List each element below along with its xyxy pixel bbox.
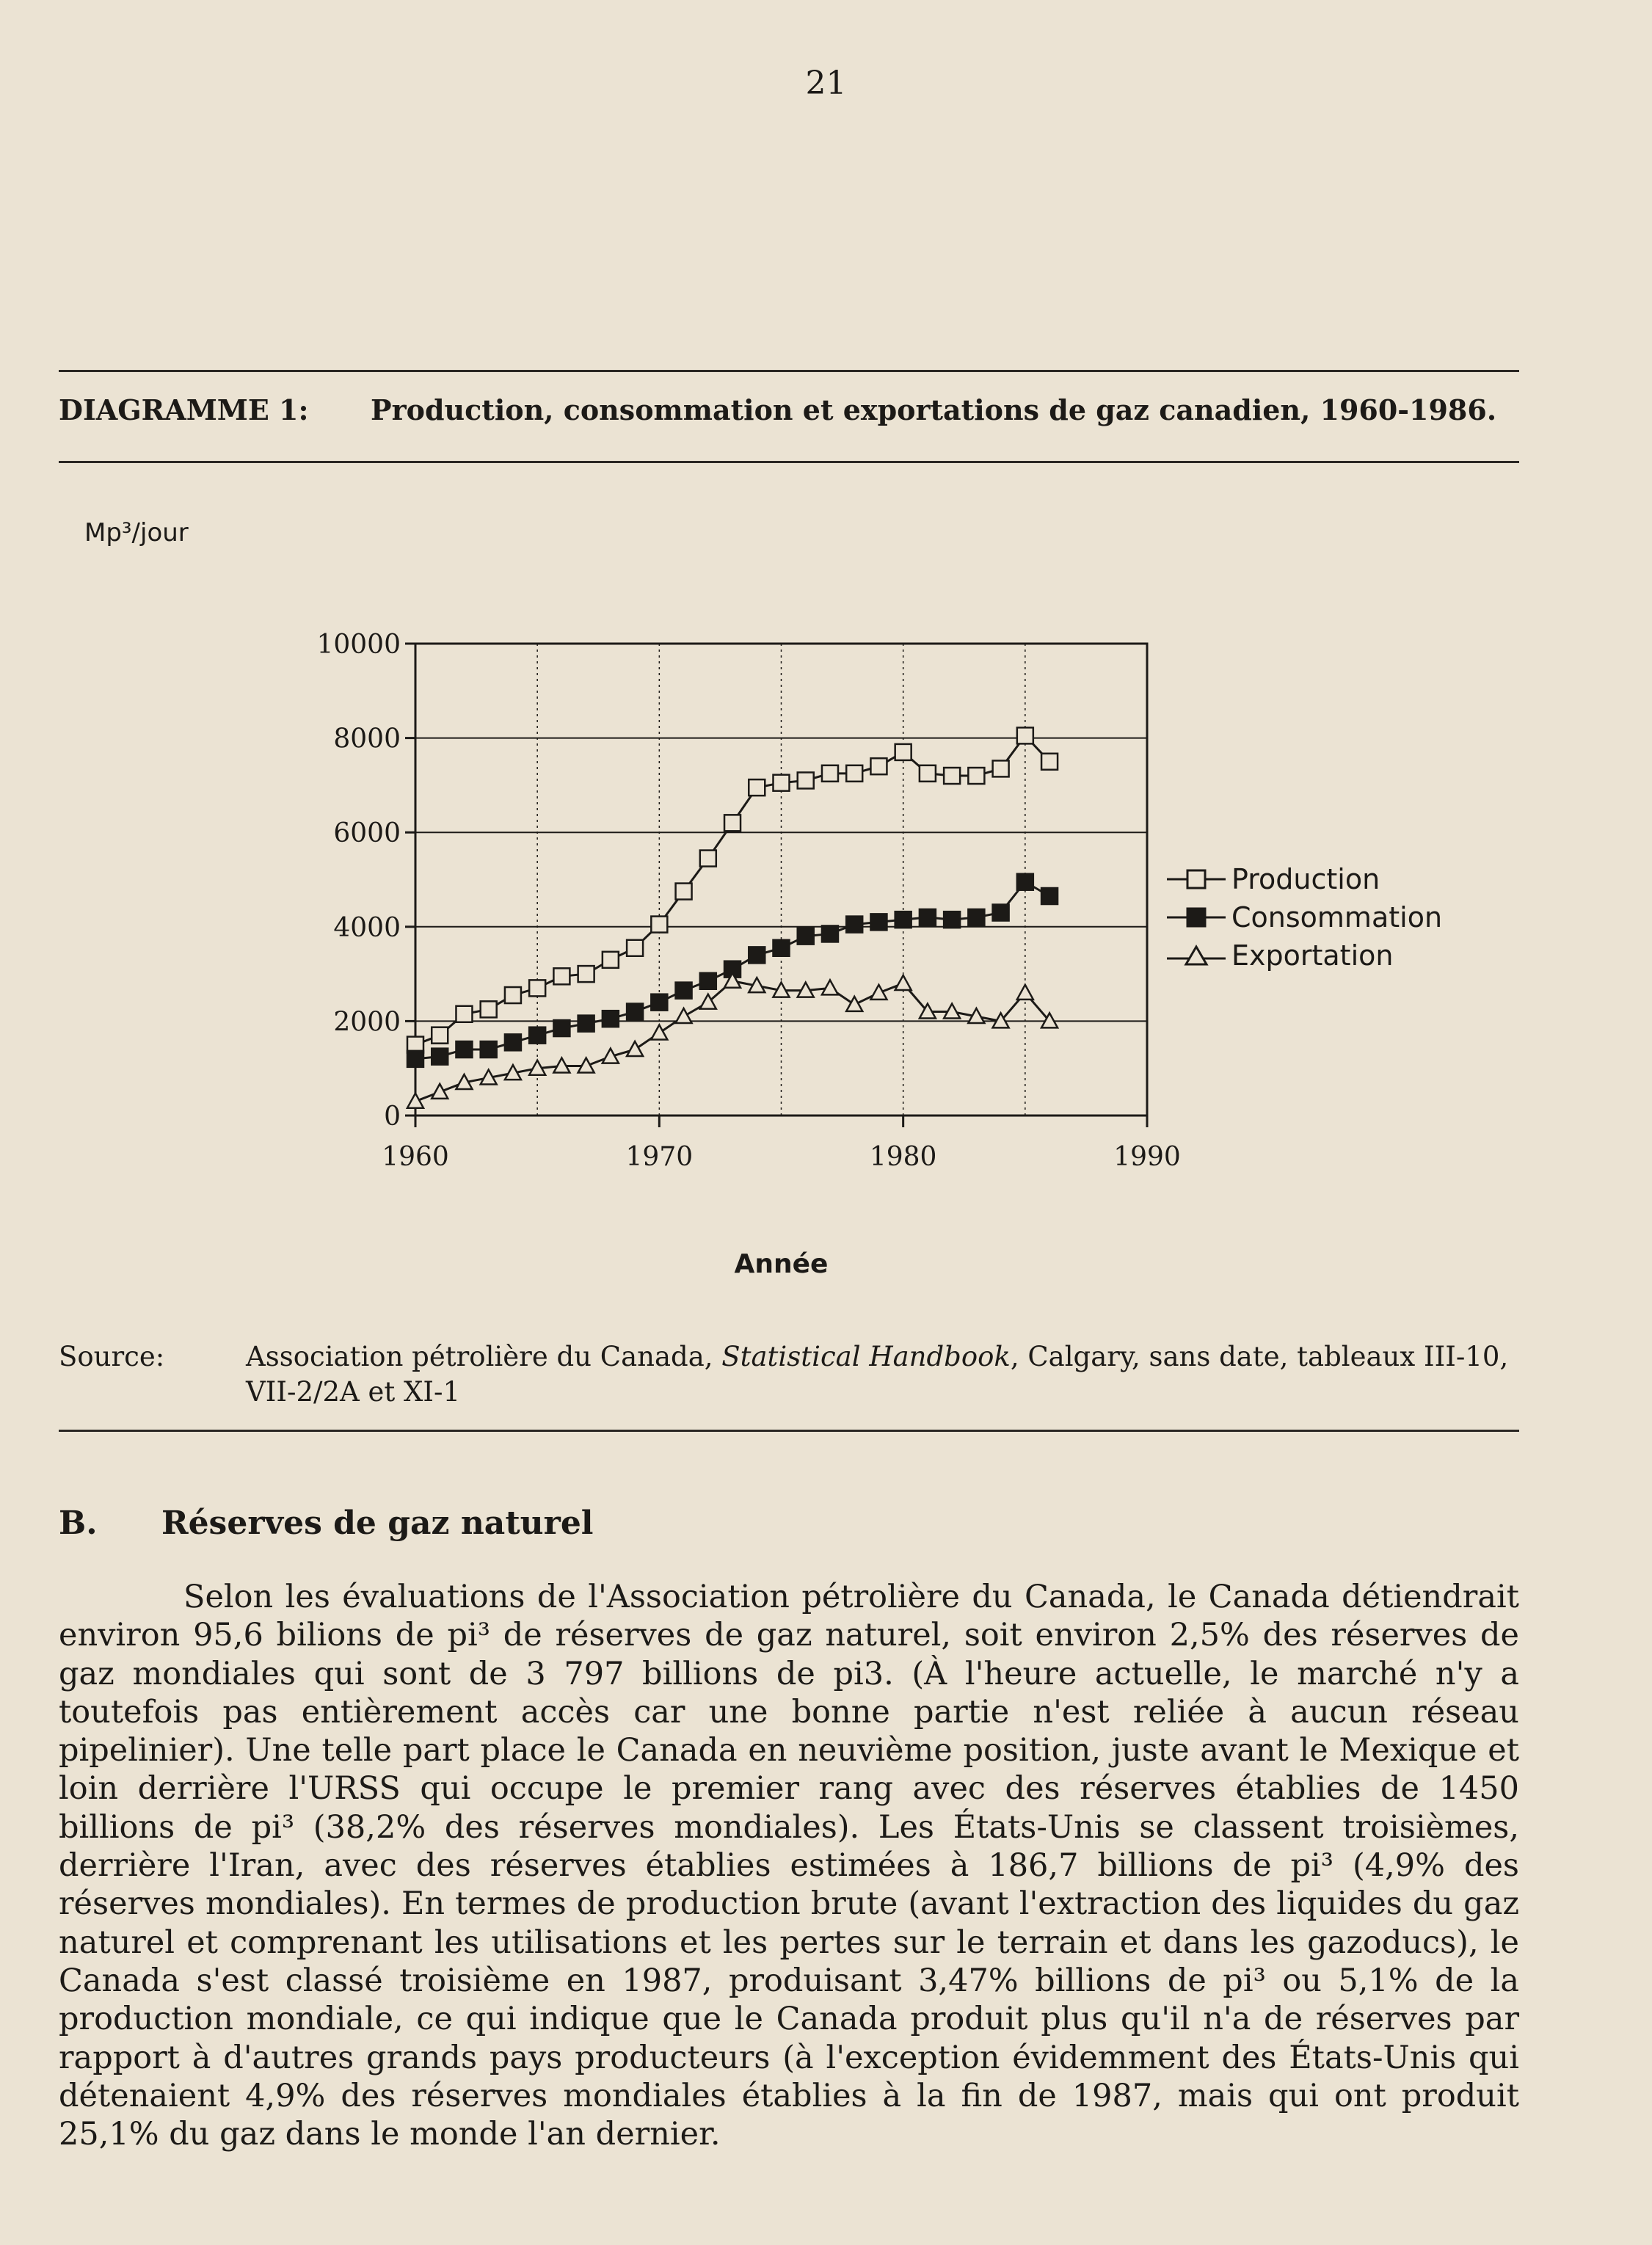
data-point-production	[895, 744, 911, 760]
data-point-production	[724, 815, 741, 831]
data-point-production	[749, 779, 765, 796]
data-point-production	[968, 768, 984, 784]
source-rule	[59, 1430, 1519, 1432]
data-point-production	[920, 765, 936, 782]
data-point-production	[651, 917, 667, 933]
section-title: Réserves de gaz naturel	[161, 1504, 594, 1542]
data-point-production	[578, 966, 594, 982]
data-point-consommation	[553, 1020, 570, 1036]
data-point-production	[481, 1001, 497, 1017]
data-point-production	[432, 1027, 448, 1044]
data-point-production	[774, 775, 790, 791]
data-point-production	[529, 980, 545, 996]
legend-item-exportation	[1167, 936, 1442, 975]
data-point-consommation	[846, 917, 862, 933]
data-point-exportation	[676, 1008, 692, 1023]
data-point-production	[505, 987, 521, 1003]
data-point-consommation	[968, 909, 984, 925]
data-point-production	[944, 768, 960, 784]
data-point-consommation	[774, 940, 790, 956]
data-point-consommation	[651, 994, 667, 1011]
data-point-consommation	[578, 1016, 594, 1032]
source-label: Source:	[59, 1341, 165, 1372]
data-point-exportation	[846, 997, 862, 1011]
diagram-label: DIAGRAMME 1:	[59, 393, 309, 426]
x-tick-label: 1980	[869, 1142, 937, 1172]
y-tick-label: 4000	[333, 912, 401, 943]
data-point-consommation	[456, 1041, 472, 1058]
data-point-consommation	[603, 1011, 619, 1027]
data-point-consommation	[407, 1051, 423, 1067]
x-tick-label: 1960	[382, 1142, 449, 1172]
body-text	[59, 1578, 1519, 2153]
y-tick-label: 6000	[333, 818, 401, 849]
legend-item-consommation	[1167, 898, 1442, 936]
data-point-consommation	[895, 912, 911, 928]
source-publication-title: Statistical Handbook	[721, 1341, 1011, 1372]
data-point-production	[700, 851, 716, 867]
data-point-exportation	[1017, 985, 1033, 1000]
data-point-exportation	[627, 1041, 643, 1056]
page-number: 21	[805, 65, 847, 102]
data-point-consommation	[749, 947, 765, 963]
data-point-exportation	[822, 980, 838, 994]
y-tick-label: 2000	[333, 1007, 401, 1038]
data-point-consommation	[870, 914, 887, 930]
data-point-exportation	[895, 975, 911, 990]
x-axis-title: Année	[734, 1249, 829, 1279]
data-point-consommation	[822, 925, 838, 942]
section-number: B.	[59, 1504, 98, 1542]
data-point-consommation	[529, 1027, 545, 1044]
data-point-production	[627, 940, 643, 956]
chart-legend	[1167, 860, 1442, 975]
data-point-consommation	[627, 1004, 643, 1020]
y-tick-label: 8000	[333, 724, 401, 754]
data-point-consommation	[1017, 874, 1033, 890]
legend-label-exportation: Exportation	[1231, 939, 1394, 972]
triangle-marker-icon	[1167, 941, 1226, 970]
data-point-production	[553, 968, 570, 984]
data-point-production	[822, 765, 838, 782]
data-point-consommation	[481, 1041, 497, 1058]
data-point-consommation	[920, 909, 936, 925]
data-point-production	[993, 760, 1009, 776]
diagram-title: Production, consommation et exportations de gaz canadien, 1960-1986.	[371, 393, 1497, 426]
legend-label-consommation: Consommation	[1231, 901, 1443, 934]
data-point-production	[1041, 754, 1058, 770]
y-axis-unit-label: Mp³/jour	[84, 518, 189, 547]
data-point-consommation	[432, 1049, 448, 1065]
data-point-exportation	[432, 1084, 448, 1099]
y-tick-label: 10000	[316, 630, 401, 660]
open-square-marker-icon	[1167, 865, 1226, 894]
data-point-production	[870, 758, 887, 774]
source-text-end: , Calgary, sans date, tableaux III-10, VII-2/2A et XI-1	[246, 1341, 1509, 1408]
source-text-start: Association pétrolière du Canada,	[246, 1341, 722, 1372]
data-point-consommation	[700, 973, 716, 989]
legend-label-production: Production	[1231, 863, 1380, 895]
body-paragraph: Selon les évaluations de l'Association pétrolière du Canada, le Canada détiendrait environ 95,6 bilions de pi³ de réserves de gaz naturel, soit environ 2,5% des réserves de gaz mondiales qui sont de 3 797 billions de pi3. (À l'heure actuelle, le marché n'y a toutefois pas entièrement accès car une bonne partie n'est reliée à aucun réseau pipelinier). Une telle part place le Canada en neuvième position, juste avant le Mexique et loin derrière l'URSS qui occupe le premier rang avec des réserves établies de 1450 billions de pi³ (38,2% des réserves mondiales). Les États-Unis se classent troisièmes, derrière l'Iran, avec des réserves établies estimées à 186,7 billions de pi³ (4,9% des réserves mondiales). En termes de production brute (avant l'extraction des liquides du gaz naturel et comprenant les utilisations et les pertes sur le terrain et dans les gazoducs), le Canada s'est classé troisième en 1987, produisant 3,47% billions de pi³ ou 5,1% de la production mondiale, ce qui indique que le Canada produit plus qu'il n'a de réserves par rapport à d'autres grands pays producteurs (à l'exception évidemment des États-Unis qui détenaient 4,9% des réserves mondiales établies à la fin de 1987, mais qui ont produit 25,1% du gaz dans le monde l'an dernier.	[59, 1579, 1519, 2153]
data-point-production	[456, 1006, 472, 1022]
data-point-exportation	[651, 1025, 667, 1039]
filled-square-marker-icon	[1167, 903, 1226, 932]
data-point-exportation	[407, 1094, 423, 1108]
data-point-production	[798, 772, 814, 788]
y-tick-label: 0	[384, 1102, 401, 1132]
x-tick-label: 1970	[625, 1142, 694, 1172]
data-point-consommation	[993, 905, 1009, 921]
data-point-production	[603, 952, 619, 968]
x-tick-label: 1990	[1113, 1142, 1181, 1172]
data-point-consommation	[1041, 888, 1058, 904]
source-text	[246, 1339, 1523, 1410]
section-heading	[59, 1504, 594, 1542]
data-point-consommation	[798, 928, 814, 945]
data-point-consommation	[505, 1034, 521, 1050]
legend-item-production	[1167, 860, 1442, 898]
data-point-production	[676, 884, 692, 900]
data-point-production	[1017, 727, 1033, 743]
data-point-consommation	[944, 912, 960, 928]
data-point-consommation	[676, 983, 692, 999]
data-point-production	[846, 765, 862, 782]
data-point-exportation	[870, 985, 887, 1000]
